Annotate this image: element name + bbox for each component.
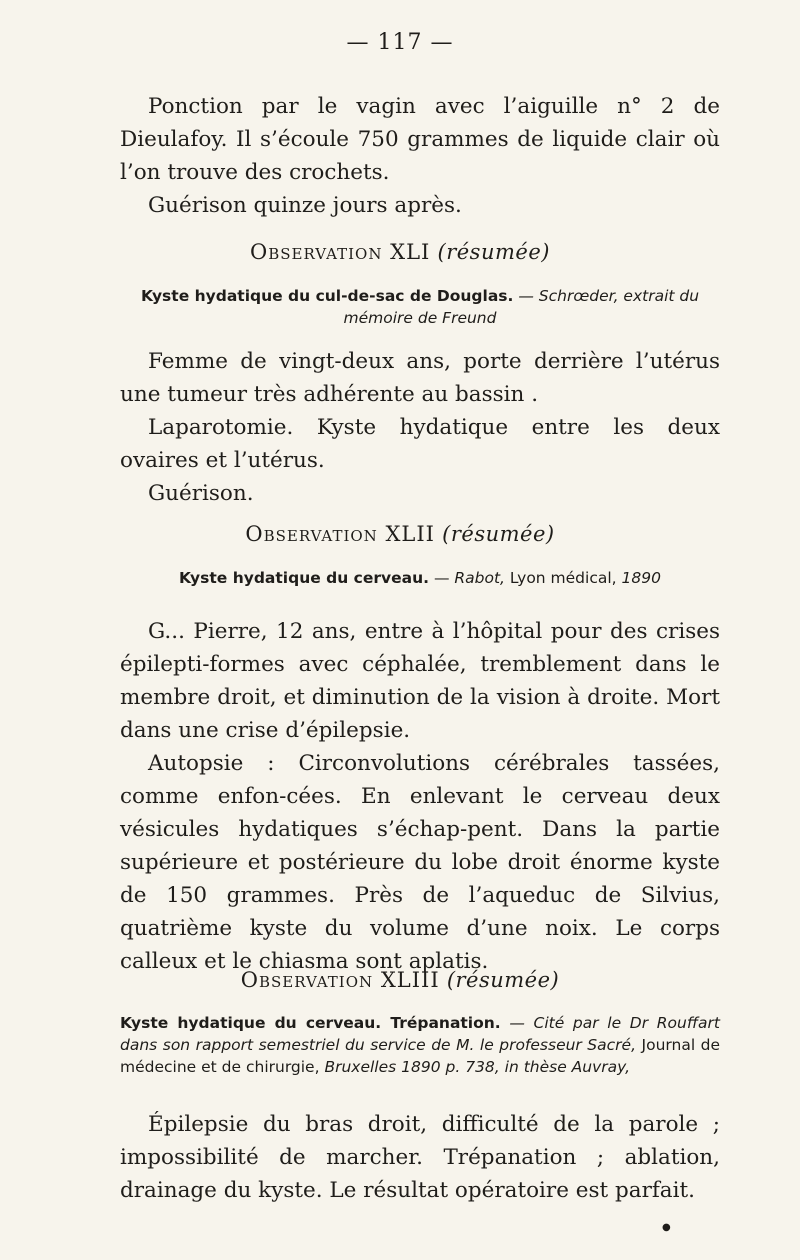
reference-details: Bruxelles 1890 p. 738, in thèse Auvray, bbox=[324, 1058, 631, 1076]
reference-source: — Schrœder, extrait du mémoire de Freund bbox=[343, 287, 700, 327]
reference-title: Kyste hydatique du cerveau. bbox=[179, 569, 430, 587]
reference-title: Kyste hydatique du cerveau. Trépanation. bbox=[120, 1014, 501, 1032]
reference-author: Rabot, bbox=[454, 569, 505, 587]
reference-source: Lyon médical, bbox=[505, 569, 622, 587]
reference-year: 1890 bbox=[621, 569, 661, 587]
body-paragraph: Femme de vingt-deux ans, porte derrière l’utérus une tumeur très adhérente au bassin . bbox=[120, 349, 720, 407]
observation-heading bbox=[0, 968, 800, 992]
reference-source: Journal de médecine et de chirurgie, bbox=[120, 1036, 720, 1076]
ink-mark: ● bbox=[662, 1222, 671, 1233]
observation-tag: (résumée) bbox=[437, 240, 550, 264]
observation-body bbox=[120, 1108, 720, 1207]
page-number: — 117 — bbox=[346, 30, 454, 55]
body-paragraph: Épilepsie du bras droit, difficulté de la parole ; impossibilité de marcher. Trépanation ; ablation, drainage du kyste. Le résultat opératoire est parfait. bbox=[120, 1112, 720, 1203]
intro-section bbox=[120, 90, 720, 222]
reference-separator: — bbox=[429, 569, 455, 587]
observation-reference bbox=[120, 285, 720, 329]
intro-paragraph: Ponction par le vagin avec l’aiguille n° 2 de Dieulafoy. Il s’écoule 750 grammes de liquide clair où l’on trouve des crochets. bbox=[120, 94, 720, 185]
body-paragraph: Guérison. bbox=[148, 481, 254, 506]
observation-body bbox=[120, 345, 720, 510]
reference-citation: — Cité par le Dr Rouffart dans son rapport semestriel du service de M. le professeur Sacré, bbox=[120, 1014, 720, 1054]
observation-tag: (résumée) bbox=[442, 522, 555, 546]
observation-reference bbox=[120, 1012, 720, 1078]
intro-paragraph: Guérison quinze jours après. bbox=[148, 193, 462, 218]
observation-body bbox=[120, 615, 720, 978]
observation-label: Observation XLIII bbox=[240, 968, 440, 992]
reference-title: Kyste hydatique du cul-de-sac de Douglas. bbox=[140, 287, 514, 305]
body-paragraph: G... Pierre, 12 ans, entre à l’hôpital pour des crises épilepti-formes avec céphalée, tremblement dans le membre droit, et diminution de la vision à droite. Mort dans une crise d’épilepsie. bbox=[120, 619, 720, 743]
observation-heading bbox=[0, 240, 800, 264]
body-paragraph: Autopsie : Circonvolutions cérébrales tassées, comme enfon-cées. En enlevant le cerveau deux vésicules hydatiques s’échap-pent. Dans la partie supérieure et postérieure du lobe droit énorme kyste de 150 grammes. Près de l’aqueduc de Silvius, quatrième kyste du volume d’une noix. Le corps calleux et le chiasma sont aplatis. bbox=[120, 751, 720, 974]
observation-label: Observation XLI bbox=[250, 240, 431, 264]
observation-tag: (résumée) bbox=[446, 968, 560, 992]
observation-label: Observation XLII bbox=[245, 522, 435, 546]
observation-heading bbox=[0, 522, 800, 546]
observation-reference bbox=[120, 567, 720, 589]
body-paragraph: Laparotomie. Kyste hydatique entre les deux ovaires et l’utérus. bbox=[120, 415, 720, 473]
